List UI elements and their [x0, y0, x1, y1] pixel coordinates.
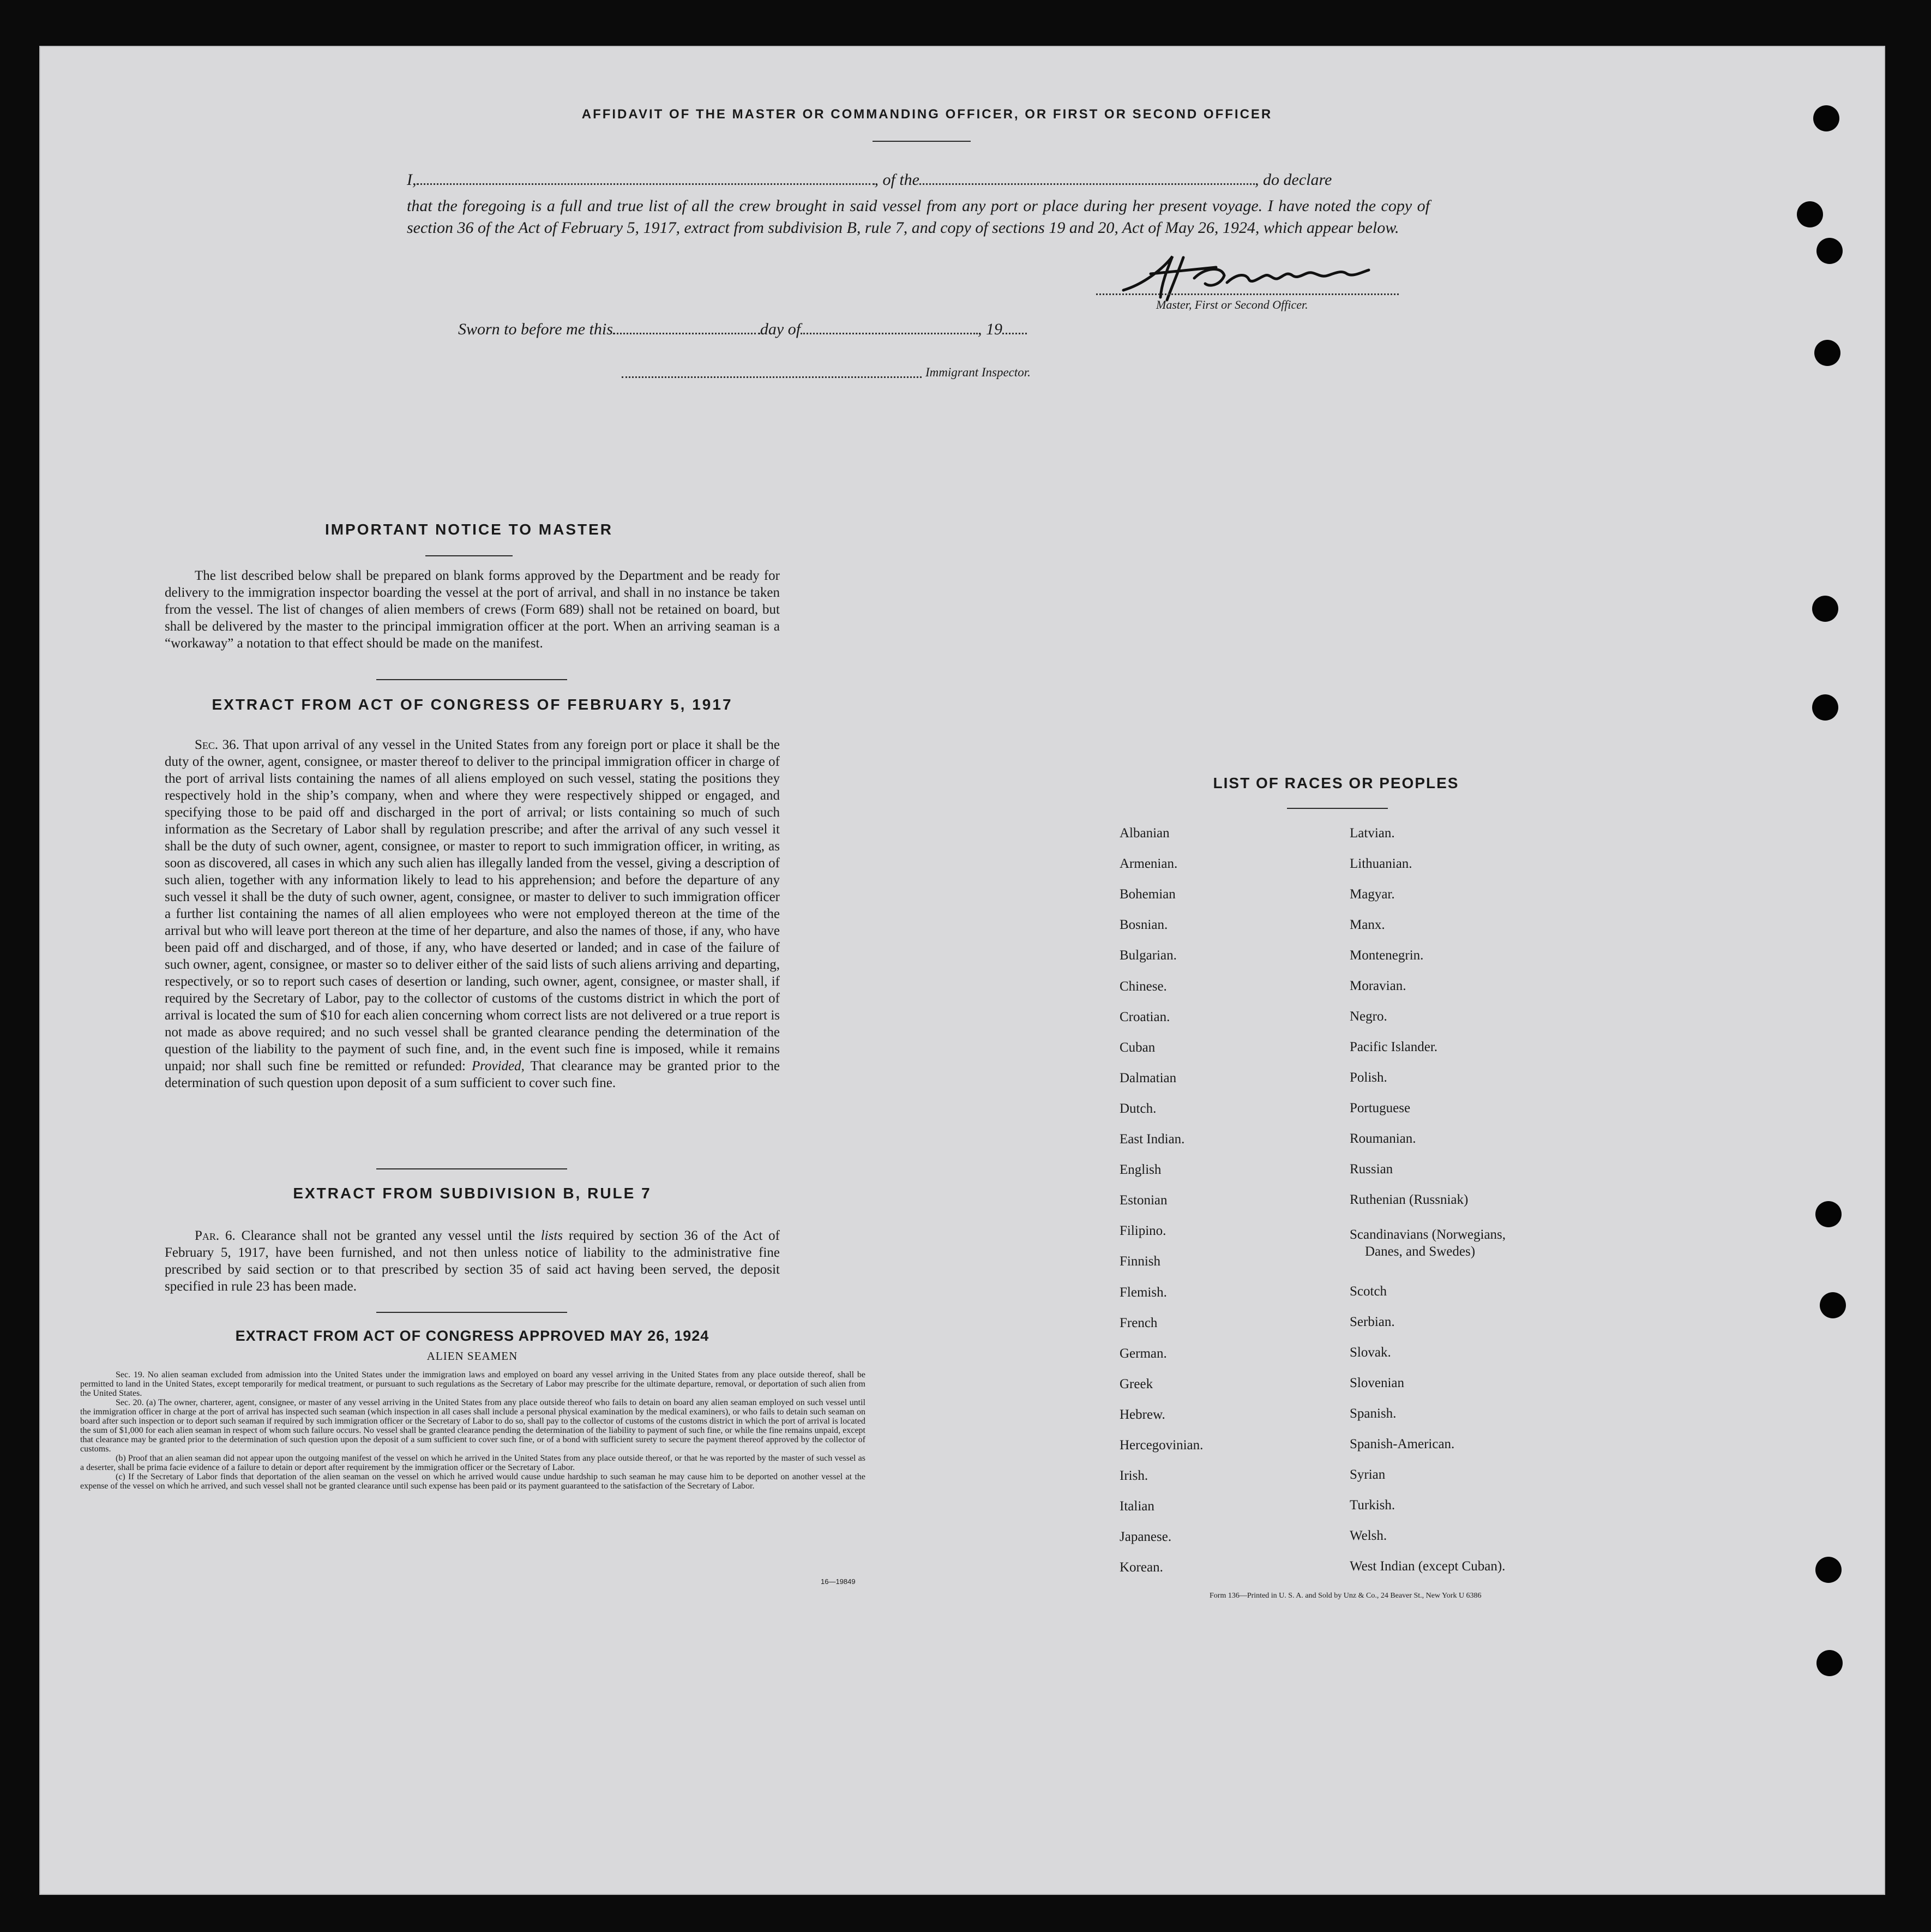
race-item: Cuban	[1120, 1040, 1156, 1055]
section-text: That upon arrival of any vessel in the United States from any foreign port or place it shall be the duty of the owner, agent, consignee, or master thereof to deliver to the principal immigration officer in charge of the port of arrival lists containing the names of all aliens employed on such vessel, stating the positions they respectively hold in the ship’s company, when and where they were respectively shipped or engaged, and specifying those to be paid off and discharged in the port of arrival; or lists containing so much of such information as the Secretary of Labor shall by regulation prescribe; and after the arrival of any such vessel it shall be the duty of such owner, agent, consignee, or master to report to such immigration officer, in writing, as soon as discovered, all cases in which any such alien has illegally landed from the vessel, giving a description of such alien, together with any information likely to lead to his apprehension; and before the departure of any such vessel it shall be the duty of such owner, agent, consignee, or master to deliver to such immigration officer a further list containing the names of all alien employees who were not employed thereon at the time of the arrival but who will leave port thereon at the time of her departure, and also the names of those, if any, who have been paid off and discharged, and of those, if any, who have deserted or landed; and in case of the failure of such owner, agent, consignee, or master so to deliver either of the said lists of such aliens arriving and departing, respectively, or so to report such cases of desertion or landing, such owner, agent, consignee, or master shall, if required by the Secretary of Labor, pay to the collector of customs of the customs district in which the port of arrival is located the sum of $10 for each alien concerning whom correct lists are not delivered or a true report is not made as above required; and no such vessel shall be granted clearance pending the determination of the question of the liability to the payment of such fine, and, in the event such fine is imposed, while it remains unpaid; nor shall such fine be remitted or refunded:	[165, 737, 780, 1073]
race-item: Armenian.	[1120, 856, 1178, 872]
rule7-body	[165, 1227, 780, 1295]
section-text-cont: That clearance may be granted prior to the determination of such question upon deposit of a sum sufficient to cover such fine.	[165, 1059, 780, 1090]
race-item: Polish.	[1350, 1070, 1387, 1085]
race-item: Spanish-American.	[1350, 1437, 1455, 1451]
race-item: Albanian	[1120, 826, 1170, 841]
punch-hole	[1815, 1201, 1842, 1227]
race-item: Spanish.	[1350, 1406, 1397, 1421]
notice-title: IMPORTANT NOTICE TO MASTER	[324, 521, 613, 538]
rule7-text: Clearance shall not be granted any vessel until the	[241, 1228, 535, 1243]
lists-word: lists	[540, 1228, 563, 1243]
sec20a-text: Sec. 20. (a) The owner, charterer, agent, consignee, or master of any vessel arriving in the United States from any place outside thereof who fails to detain on board any alien seaman employed on such vessel until the immigration officer in charge at the port of arrival has inspected such seaman (which inspection in all cases shall include a personal physical examination by the medical examiners), or who fails to detain such seaman on board after such inspection or to deport such seaman if required by such immigration officer or the Secretary of Labor to do so, shall pay to the collector of customs of the customs district in which the port of arrival is located the sum of $1,000 for each alien seaman in respect of whom such failure occurs. No vessel shall be granted clearance pending the determination of the liability to payment of such fine, or while the fine remains unpaid, except that clearance may be granted prior to the determination of such question upon the deposit of a sum sufficient to cover such fine, or of a bond with sufficient surety to secure the payment thereof approved by the collector of customs.	[80, 1398, 865, 1454]
race-item: German.	[1120, 1346, 1167, 1361]
extract-1924-subtitle: ALIEN SEAMEN	[426, 1349, 518, 1363]
race-item: Pacific Islander.	[1350, 1040, 1438, 1054]
race-item: Negro.	[1350, 1009, 1387, 1024]
race-item: Manx.	[1350, 917, 1385, 932]
sec19-text: Sec. 19. No alien seaman excluded from admission into the United States under the immigration laws and employed on board any vessel arriving in the United States from any place outside thereof, shall be permitted to land in the United States, except temporarily for medical treatment, or pursuant to such regulations as the Secretary of Labor may prescribe for the ultimate departure, removal, or deportation of such alien from the United States.	[80, 1370, 865, 1398]
race-item: West Indian (except Cuban).	[1350, 1559, 1506, 1574]
race-item: Bosnian.	[1120, 917, 1168, 933]
race-item: English	[1120, 1162, 1162, 1178]
race-item: Magyar.	[1350, 887, 1395, 902]
race-item: Portuguese	[1350, 1101, 1411, 1115]
affidavit-title: AFFIDAVIT OF THE MASTER OR COMMANDING OFFICER, OR FIRST OR SECOND OFFICER	[581, 107, 1273, 122]
rule7-title: EXTRACT FROM SUBDIVISION B, RULE 7	[293, 1185, 652, 1202]
race-item: French	[1120, 1315, 1158, 1330]
race-item: Scandinavians (Norwegians,	[1350, 1227, 1506, 1242]
extract-1917-title: EXTRACT FROM ACT OF CONGRESS OF FEBRUARY 5, 1917	[212, 696, 733, 713]
race-item: Danes, and Swedes)	[1365, 1244, 1476, 1259]
race-item: Russian	[1350, 1162, 1393, 1177]
i-label: I,	[407, 171, 417, 189]
punch-hole	[1797, 201, 1823, 227]
race-item: Chinese.	[1120, 979, 1167, 994]
race-item: Croatian.	[1120, 1009, 1170, 1024]
race-item: Moravian.	[1350, 979, 1406, 993]
divider	[376, 1168, 567, 1169]
race-item: Hebrew.	[1120, 1407, 1165, 1422]
inspector-line[interactable]	[622, 376, 922, 378]
race-item: Irish.	[1120, 1468, 1148, 1484]
race-item: Korean.	[1120, 1560, 1163, 1575]
punch-hole	[1812, 694, 1838, 721]
sworn-prefix: Sworn to before me this	[458, 320, 613, 338]
race-item: Turkish.	[1350, 1498, 1395, 1513]
affidavit-body: that the foregoing is a full and true list of all the crew brought in said vessel from any port or place during her present voyage. I have noted the copy of section 36 of the Act of February 5, 1917, extract from subdivision B, rule 7, and copy of sections 19 and 20, Act of May 26, 1924, which appear below.	[407, 197, 1430, 237]
vessel-blank-field[interactable]	[919, 183, 1255, 185]
affidavit-declaration-line	[407, 171, 1432, 189]
signature-caption: Master, First or Second Officer.	[1156, 298, 1308, 311]
punch-hole	[1812, 596, 1838, 622]
race-item: Ruthenian (Russniak)	[1350, 1192, 1469, 1207]
of-the-label: , of the	[874, 171, 919, 189]
race-item: Slovak.	[1350, 1345, 1391, 1360]
race-item: Japanese.	[1120, 1529, 1172, 1545]
race-item: Finnish	[1120, 1254, 1161, 1269]
signature-line[interactable]	[1096, 293, 1399, 295]
race-item: Roumanian.	[1350, 1131, 1416, 1146]
divider	[873, 141, 971, 142]
extract-1924-title: EXTRACT FROM ACT OF CONGRESS APPROVED MAY 26, 1924	[235, 1328, 709, 1344]
sworn-line	[458, 320, 1222, 339]
punch-hole	[1816, 1650, 1843, 1676]
race-item: Scotch	[1350, 1284, 1387, 1299]
race-item: Latvian.	[1350, 826, 1395, 841]
punch-hole	[1815, 1557, 1842, 1583]
punch-hole	[1813, 105, 1839, 131]
par-label: Par. 6.	[195, 1228, 236, 1243]
notice-body: The list described below shall be prepared on blank forms approved by the Department and be ready for delivery to the immigration inspector boarding the vessel at the port of arrival, and shall in no instance be taken from the vessel. The list of changes of alien members of crews (Form 689) shall not be retained on board, but shall be delivered by the master to the principal immigration officer at the port. When an arriving seaman is a “workaway” a notation to that effect should be made on the manifest.	[165, 568, 780, 651]
race-item: Estonian	[1120, 1193, 1168, 1208]
print-code: 16—19849	[821, 1577, 856, 1586]
declare-label: , do declare	[1255, 171, 1332, 189]
section-label: Sec. 36.	[195, 737, 239, 752]
punch-hole	[1816, 238, 1843, 264]
sworn-day-field[interactable]	[613, 333, 760, 334]
race-item: Lithuanian.	[1350, 856, 1412, 871]
signature	[1112, 245, 1407, 305]
divider	[425, 555, 513, 556]
race-item: Dalmatian	[1120, 1070, 1177, 1085]
race-item: Greek	[1120, 1376, 1153, 1391]
race-item: Montenegrin.	[1350, 948, 1424, 963]
races-title: LIST OF RACES OR PEOPLES	[1213, 775, 1459, 791]
sworn-year-field[interactable]	[1002, 333, 1027, 334]
extract-1924-body	[80, 1370, 865, 1491]
race-item: Serbian.	[1350, 1315, 1395, 1329]
sworn-month-field[interactable]	[801, 333, 978, 334]
divider	[376, 679, 567, 680]
race-item: Bulgarian.	[1120, 948, 1177, 963]
rule7-text-cont: required by section 36 of the Act of February 5, 1917, have been furnished, and not then unless notice of liability to the administrative fine prescribed by said section or to that prescribed by section 35 of said act having been served, the deposit specified in rule 23 has been made.	[165, 1228, 780, 1294]
inspector-caption: Immigrant Inspector.	[925, 365, 1031, 379]
race-item: Bohemian	[1120, 887, 1176, 902]
sec20b-text: (b) Proof that an alien seaman did not appear upon the outgoing manifest of the vessel on which he arrived in the United States from any place outside thereof, or that he was reported by the master of such vessel as a deserter, shall be prima facie evidence of a failure to detain or deport after requirement by the immigration officer or the Secretary of Labor.	[80, 1454, 865, 1472]
sec20c-text: (c) If the Secretary of Labor finds that deportation of the alien seaman on the vessel on which he arrived would cause undue hardship to such seaman he may cause him to be deported on another vessel at the expense of the vessel on which he arrived, and such vessel shall not be granted clearance until such expense has been paid or its payment guaranteed to the satisfaction of the Secretary of Labor.	[80, 1472, 865, 1491]
race-item: Slovenian	[1350, 1376, 1404, 1390]
race-item: Flemish.	[1120, 1285, 1167, 1300]
race-item: Welsh.	[1350, 1528, 1387, 1543]
punch-hole	[1820, 1292, 1846, 1318]
signature-image	[1112, 245, 1407, 305]
name-blank-field[interactable]	[417, 183, 875, 185]
race-item: Filipino.	[1120, 1223, 1166, 1239]
race-item: Dutch.	[1120, 1101, 1157, 1116]
form-footer: Form 136—Printed in U. S. A. and Sold by Unz & Co., 24 Beaver St., New York U 6386	[1210, 1592, 1482, 1600]
race-item: Hercegovinian.	[1120, 1438, 1204, 1453]
year-label: , 19	[978, 320, 1003, 338]
provided-word: Provided,	[471, 1059, 525, 1073]
day-of-label: day of	[760, 320, 801, 338]
divider	[1287, 808, 1388, 809]
race-item: Syrian	[1350, 1467, 1386, 1482]
race-item: Italian	[1120, 1499, 1154, 1514]
divider	[376, 1312, 567, 1313]
race-item: East Indian.	[1120, 1132, 1185, 1147]
punch-hole	[1814, 340, 1840, 366]
extract-1917-body	[165, 736, 780, 1091]
